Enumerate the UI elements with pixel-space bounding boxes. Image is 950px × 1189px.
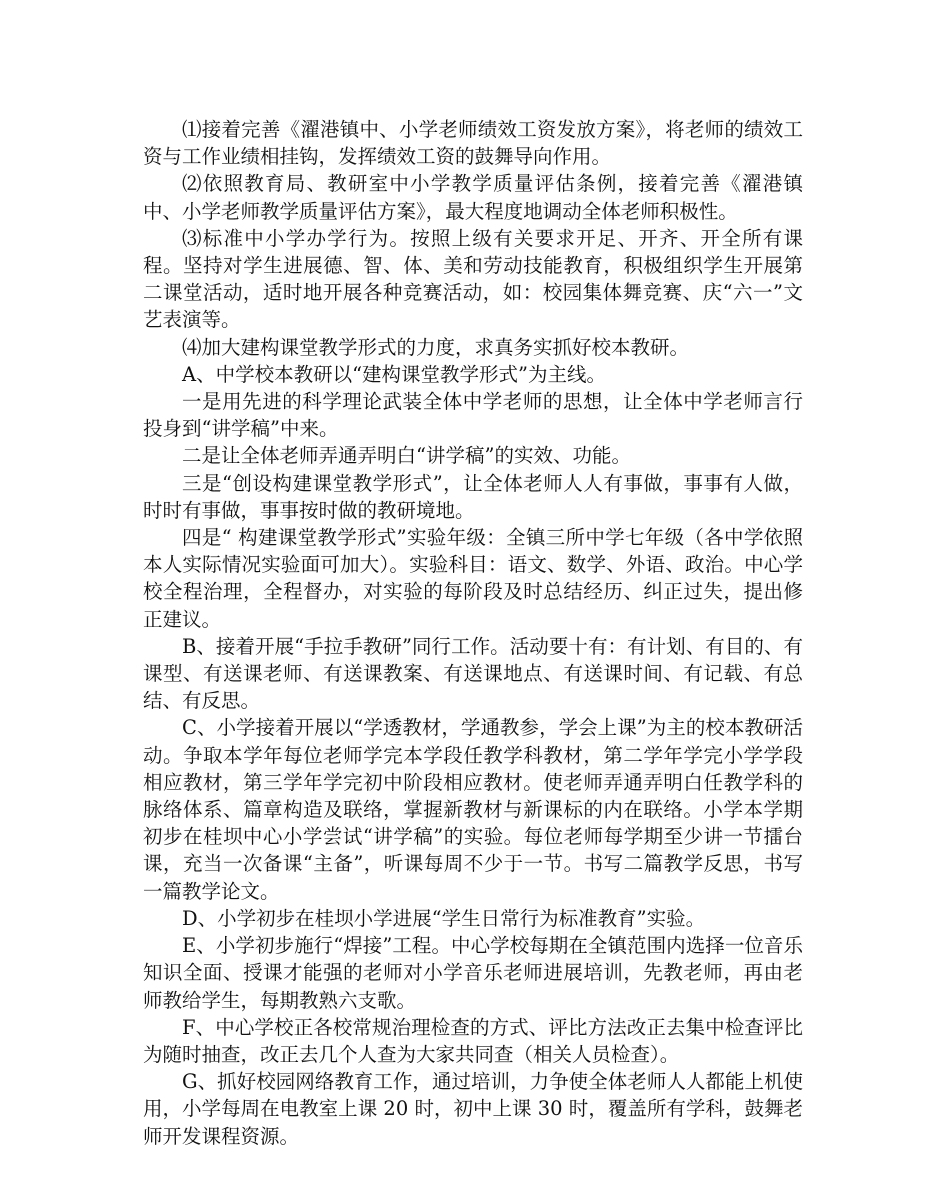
paragraph-14: F、中心学校正各校常规治理检查的方式、评比方法改正去集中检查评比为随时抽查，改正去几个人查为大家共同查（相关人员检查）。 bbox=[143, 1015, 803, 1066]
paragraph-6: 一是用先进的科学理论武装全体中学老师的思想，让全体中学老师言行投身到“讲学稿”中来。 bbox=[143, 390, 803, 441]
paragraph-2: ⑵依照教育局、教研室中小学教学质量评估条例，接着完善《濯港镇中、小学老师教学质量评估方案》，最大程度地调动全体老师积极性。 bbox=[143, 172, 803, 223]
document-body bbox=[143, 116, 803, 1150]
paragraph-10: B、接着开展“手拉手教研”同行工作。活动要十有：有计划、有目的、有课型、有送课老师、有送课教案、有送课地点、有送课时间、有记载、有总结、有反思。 bbox=[143, 634, 803, 713]
paragraph-8: 三是“创设构建课堂教学形式”，让全体老师人人有事做，事事有人做，时时有事做，事事按时做的教研境地。 bbox=[143, 471, 803, 522]
paragraph-5: A、中学校本教研以“建构课堂教学形式”为主线。 bbox=[182, 362, 607, 386]
paragraph-4: ⑷加大建构课堂教学形式的力度，求真务实抓好校本教研。 bbox=[182, 335, 690, 359]
paragraph-13: E、小学初步施行“焊接”工程。中心学校每期在全镇范围内选择一位音乐知识全面、授课才能强的老师对小学音乐老师进展培训，先教老师，再由老师教给学生，每期教熟六支歌。 bbox=[143, 934, 803, 1012]
paragraph-9: 四是“ 构建课堂教学形式”实验年级：全镇三所中学七年级（各中学依照本人实际情况实验面可加大）。实验科目：语文、数学、外语、政治。中心学校全程治理，全程督办，对实验的每阶段及时总结经历、纠正过失，提出修正建议。 bbox=[143, 526, 803, 631]
paragraph-3: ⑶标准中小学办学行为。按照上级有关要求开足、开齐、开全所有课程。坚持对学生进展德、智、体、美和劳动技能教育，积极组织学生开展第二课堂活动，适时地开展各种竞赛活动，如：校园集体舞竞赛、庆“六一”文艺表演等。 bbox=[143, 226, 803, 332]
paragraph-11: C、小学接着开展以“学透教材，学通教参，学会上课”为主的校本教研活动。争取本学年每位老师学完本学段任教学科教材，第二学年学完小学学段相应教材，第三学年学完初中阶段相应教材。使老师弄通弄明白任教学科的脉络体系、篇章构造及联络，掌握新教材与新课标的内在联络。小学本学期初步在桂坝中心小学尝试“讲学稿”的实验。每位老师每学期至少讲一节擂台课，充当一次备课“主备”，听课每周不少于一节。书写二篇教学反思，书写一篇教学论文。 bbox=[143, 716, 803, 903]
paragraph-7: 二是让全体老师弄通弄明白“讲学稿”的实效、功能。 bbox=[182, 444, 631, 468]
paragraph-15: G、抓好校园网络教育工作，通过培训，力争使全体老师人人都能上机使用，小学每周在电教室上课 20 时，初中上课 30 时，覆盖所有学科，鼓舞老师开发课程资源。 bbox=[143, 1070, 803, 1148]
paragraph-1: ⑴接着完善《濯港镇中、小学老师绩效工资发放方案》，将老师的绩效工资与工作业绩相挂钩，发挥绩效工资的鼓舞导向作用。 bbox=[143, 118, 803, 169]
paragraph-12: D、小学初步在桂坝小学进展“学生日常行为标准教育”实验。 bbox=[182, 906, 706, 930]
